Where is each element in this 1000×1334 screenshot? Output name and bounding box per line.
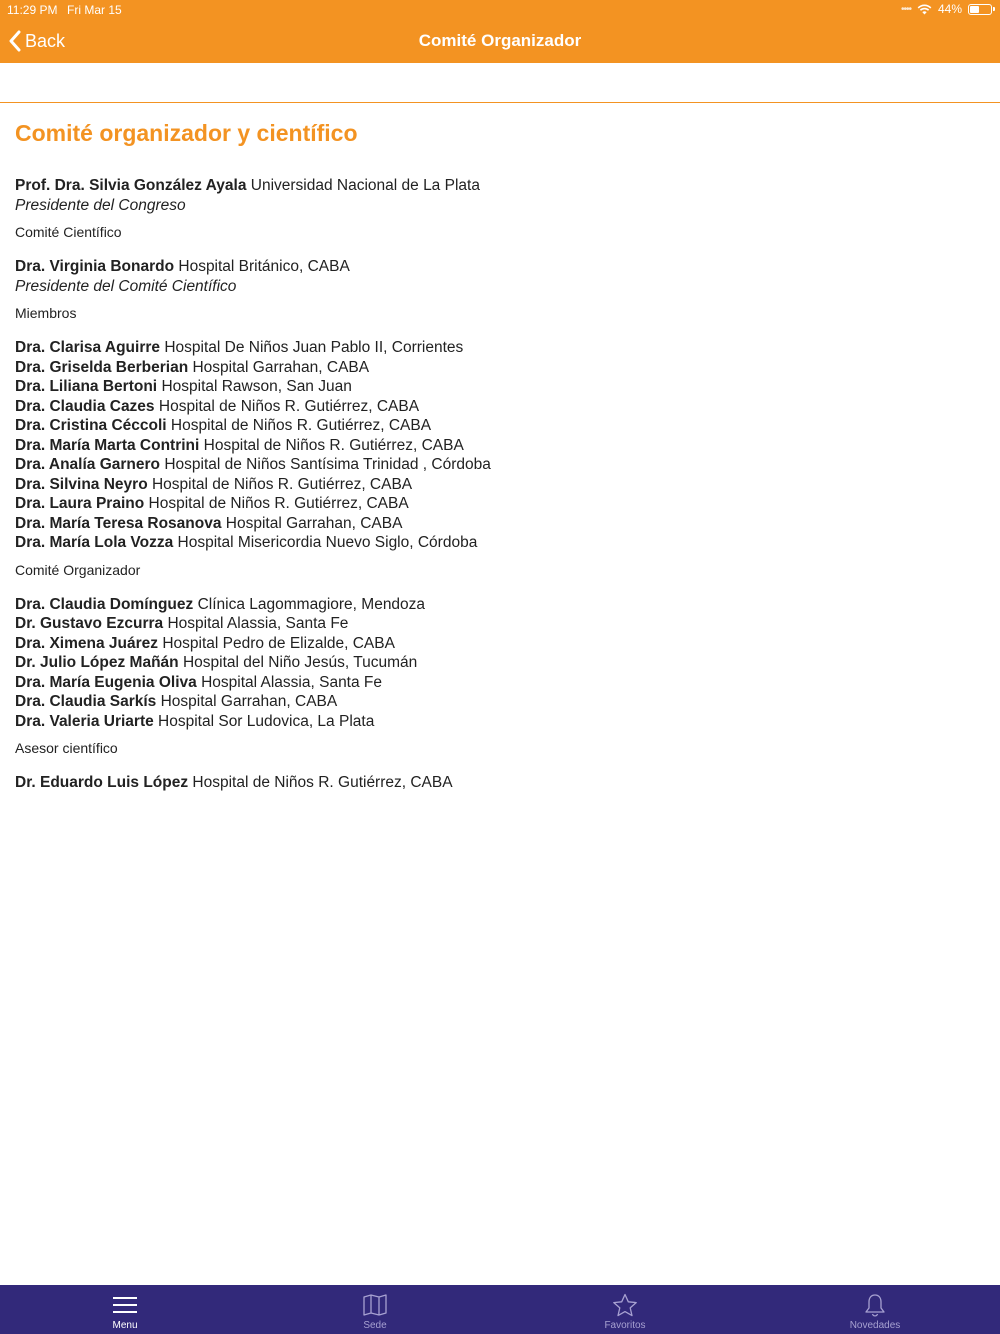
wifi-icon — [917, 4, 932, 15]
organizing-members-list — [15, 595, 985, 732]
header-divider — [0, 102, 1000, 103]
status-date: Fri Mar 15 — [67, 3, 122, 17]
tab-label: Novedades — [849, 1320, 901, 1331]
person-entry — [15, 614, 985, 634]
person-entry — [15, 673, 985, 693]
scientific-members-list — [15, 338, 985, 553]
person-entry — [15, 692, 985, 712]
person-affiliation: Hospital Pedro de Elizalde, CABA — [162, 634, 395, 652]
person-affiliation: Hospital De Niños Juan Pablo II, Corrientes — [164, 339, 464, 356]
battery-percent: 44% — [937, 2, 962, 16]
person-role: Presidente del Comité Científico — [15, 277, 237, 295]
person-affiliation: Hospital Alassia, Santa Fe — [201, 673, 383, 691]
person-name: Dra. Liliana Bertoni — [15, 378, 158, 395]
person-affiliation: Hospital Garrahan, CABA — [225, 514, 403, 532]
person-affiliation: Hospital de Niños R. Gutiérrez, CABA — [203, 436, 464, 454]
person-entry — [15, 514, 985, 534]
status-indicators — [901, 2, 992, 16]
heading-normal: Comité organizador y — [15, 120, 257, 146]
person-entry — [15, 653, 985, 673]
tab-novedades[interactable] — [750, 1285, 1000, 1334]
person-name: Dra. Valeria Uriarte — [15, 712, 154, 730]
person-entry — [15, 595, 985, 615]
person-affiliation: Hospital Rawson, San Juan — [161, 378, 352, 395]
status-time: 11:29 PM — [7, 3, 58, 17]
person-name: Dra. María Teresa Rosanova — [15, 514, 222, 532]
person-entry — [15, 533, 985, 553]
congress-president — [15, 176, 985, 215]
map-icon — [363, 1292, 387, 1318]
person-affiliation: Hospital de Niños R. Gutiérrez, CABA — [170, 417, 432, 434]
person-name: Dra. Claudia Cazes — [15, 397, 155, 415]
person-affiliation: Hospital de Niños R. Gutiérrez, CABA — [192, 774, 453, 791]
section-label-members: Miembros — [15, 305, 77, 321]
person-entry — [15, 773, 985, 793]
person-affiliation: Hospital Garrahan, CABA — [160, 693, 338, 710]
person-name: Dr. Julio López Mañán — [15, 654, 179, 671]
star-icon — [612, 1292, 638, 1318]
person-entry — [15, 358, 985, 378]
person-affiliation: Hospital de Niños R. Gutiérrez, CABA — [151, 475, 413, 493]
section-label-organizing: Comité Organizador — [15, 561, 141, 578]
section-heading — [15, 117, 985, 149]
person-entry — [15, 455, 985, 475]
content-area — [15, 117, 985, 793]
person-affiliation: Hospital Misericordia Nuevo Siglo, Córdoba — [177, 534, 478, 551]
back-label: Back — [25, 30, 66, 51]
person-name: Dra. Cristina Céccoli — [15, 417, 167, 434]
battery-icon — [968, 4, 992, 15]
person-affiliation: Hospital Garrahan, CABA — [192, 358, 370, 376]
person-name: Dra. Clarisa Aguirre — [15, 339, 161, 356]
section-label-scientific: Comité Científico — [15, 224, 122, 240]
person-entry — [15, 176, 985, 196]
person-name: Dra. Virginia Bonardo — [15, 258, 175, 275]
person-name: Dra. Silvina Neyro — [15, 475, 148, 493]
person-name: Dr. Eduardo Luis López — [15, 774, 189, 791]
signal-dots-icon: •••• — [900, 3, 911, 15]
tab-menu[interactable] — [0, 1285, 250, 1334]
person-name: Dra. Griselda Berberian — [15, 358, 189, 376]
person-entry — [15, 712, 985, 732]
person-entry — [15, 634, 985, 654]
person-affiliation: Hospital de Niños R. Gutiérrez, CABA — [158, 397, 420, 415]
tab-sede[interactable] — [250, 1285, 500, 1334]
person-affiliation: Hospital de Niños Santísima Trinidad , Córdoba — [164, 456, 491, 473]
tab-label: Favoritos — [604, 1320, 646, 1331]
person-role: Presidente del Congreso — [15, 196, 186, 214]
person-affiliation: Universidad Nacional de La Plata — [250, 177, 480, 194]
person-name: Dra. María Eugenia Oliva — [15, 673, 197, 691]
person-name: Dra. Analía Garnero — [15, 456, 161, 473]
person-entry — [15, 436, 985, 456]
person-affiliation: Clínica Lagommagiore, Mendoza — [197, 595, 426, 613]
person-entry — [15, 397, 985, 417]
person-name: Dra. Ximena Juárez — [15, 634, 159, 652]
tab-label: Menu — [112, 1320, 138, 1331]
section-label-advisor: Asesor científico — [15, 740, 118, 756]
menu-icon — [113, 1292, 137, 1318]
person-entry — [15, 257, 985, 277]
person-entry — [15, 377, 985, 397]
person-entry — [15, 338, 985, 358]
tab-favoritos[interactable] — [500, 1285, 750, 1334]
page-title: Comité Organizador — [418, 31, 582, 50]
person-entry — [15, 494, 985, 514]
person-affiliation: Hospital del Niño Jesús, Tucumán — [182, 654, 418, 671]
advisor-members-list — [15, 773, 985, 793]
person-name: Prof. Dra. Silvia González Ayala — [15, 177, 247, 194]
person-affiliation: Hospital Británico, CABA — [178, 258, 350, 275]
person-name: Dra. Claudia Domínguez — [15, 595, 194, 613]
tab-label: Sede — [363, 1320, 387, 1331]
person-entry — [15, 416, 985, 436]
person-name: Dra. María Marta Contrini — [15, 436, 200, 454]
person-name: Dr. Gustavo Ezcurra — [15, 615, 164, 632]
person-name: Dra. Claudia Sarkís — [15, 693, 157, 710]
tab-bar — [0, 1285, 1000, 1334]
navigation-bar — [0, 0, 1000, 63]
person-entry — [15, 475, 985, 495]
person-affiliation: Hospital Alassia, Santa Fe — [167, 615, 349, 632]
person-affiliation: Hospital Sor Ludovica, La Plata — [158, 712, 375, 730]
person-affiliation: Hospital de Niños R. Gutiérrez, CABA — [148, 495, 409, 512]
person-name: Dra. María Lola Vozza — [15, 534, 174, 551]
status-bar — [0, 0, 1000, 20]
bell-icon — [864, 1292, 886, 1318]
scientific-president — [15, 257, 985, 296]
person-name: Dra. Laura Praino — [15, 495, 145, 512]
heading-bold: científico — [256, 120, 358, 146]
